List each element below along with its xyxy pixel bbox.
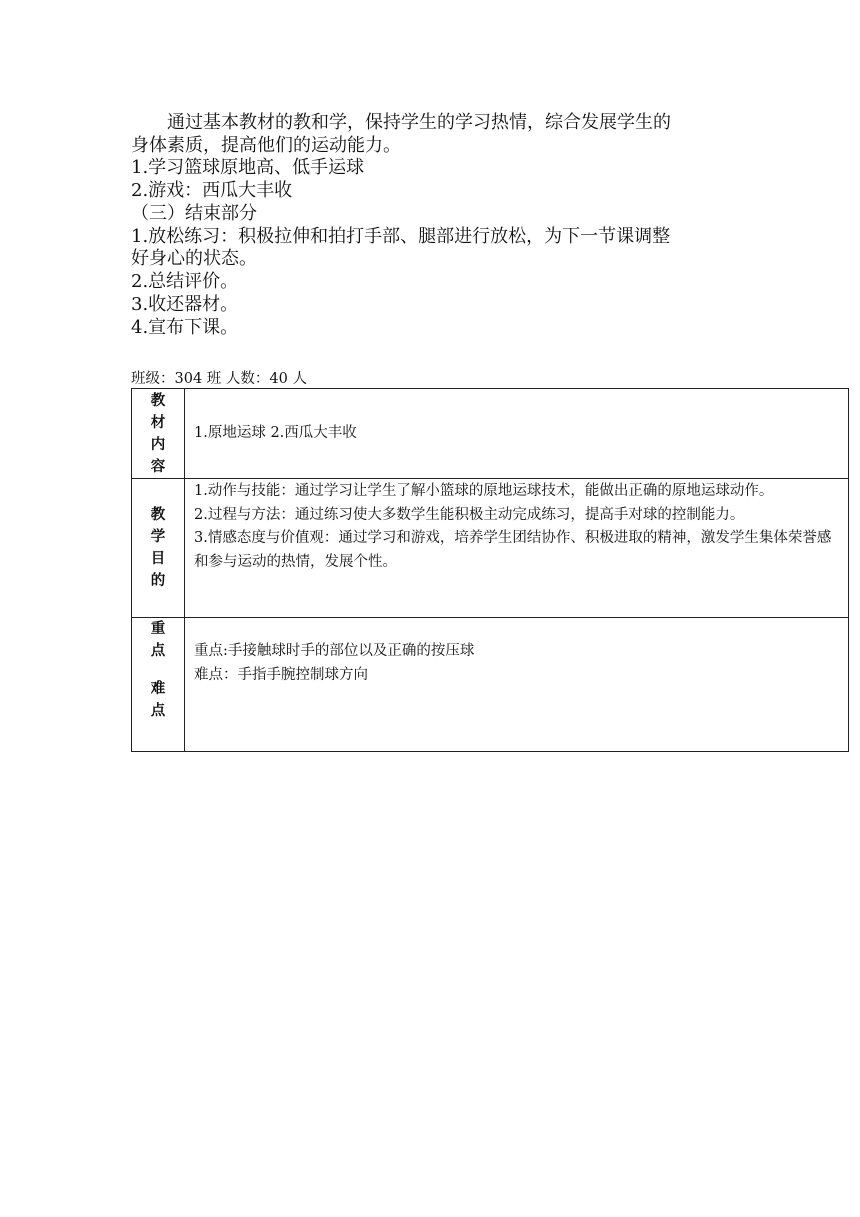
label-char: 点 [150,702,166,719]
intro-line: 1.放松练习：积极拉伸和拍打手部、腿部进行放松，为下一节课调整 [131,226,671,247]
intro-line: 好身心的状态。 [131,248,257,269]
label-char: 难 [150,680,166,697]
label-char: 内 [150,435,166,453]
intro-line: 2.总结评价。 [131,271,239,292]
goal-item: 3.情感态度与价值观：通过学习和游戏，培养学生团结协作、积极进取的精神，激发学生集体荣誉感和参与运动的热情，发展个性。 [194,530,832,570]
label-char: 材 [150,413,166,431]
intro-line: 身体素质，提高他们的运动能力。 [131,135,401,156]
row-label [132,618,185,752]
intro-line: 通过基本教材的教和学，保持学生的学习热情，综合发展学生的 [131,112,671,133]
table-row [132,479,849,618]
label-char: 的 [150,572,166,589]
row-label [132,389,185,479]
teaching-content-cell [185,389,849,479]
label-char: 教 [150,391,166,409]
intro-line: 2.游戏：西瓜大丰收 [131,180,293,201]
intro-line: 4.宣布下课。 [131,317,239,338]
lesson-plan-table [131,388,849,752]
teaching-goals-cell [185,479,849,618]
goal-item: 1.动作与技能：通过学习让学生了解小篮球的原地运球技术，能做出正确的原地运球动作。 [194,483,774,499]
difficult-point: 难点：手指手腕控制球方向 [194,666,368,683]
intro-line: 3.收还器材。 [131,294,239,315]
label-char: 重 [150,620,166,637]
label-char: 教 [150,506,166,523]
goal-item: 2.过程与方法：通过练习使大多数学生能积极主动完成练习，提高手对球的控制能力。 [194,506,745,523]
table-row [132,389,849,479]
class-info: 班级：304 班 人数：40 人 [131,371,307,387]
label-char: 点 [150,642,166,659]
table-row [132,618,849,752]
key-point: 重点:手接触球时手的部位以及正确的按压球 [194,643,475,659]
label-char: 目 [150,550,166,567]
section-heading: （三）结束部分 [131,203,257,224]
row-label [132,479,185,618]
intro-line: 1.学习篮球原地高、低手运球 [131,157,365,178]
content-text: 1.原地运球 2.西瓜大丰收 [194,424,357,441]
key-points-cell [185,618,849,752]
label-char: 学 [150,528,166,545]
label-char: 容 [150,457,166,475]
label-spacer [132,662,184,678]
